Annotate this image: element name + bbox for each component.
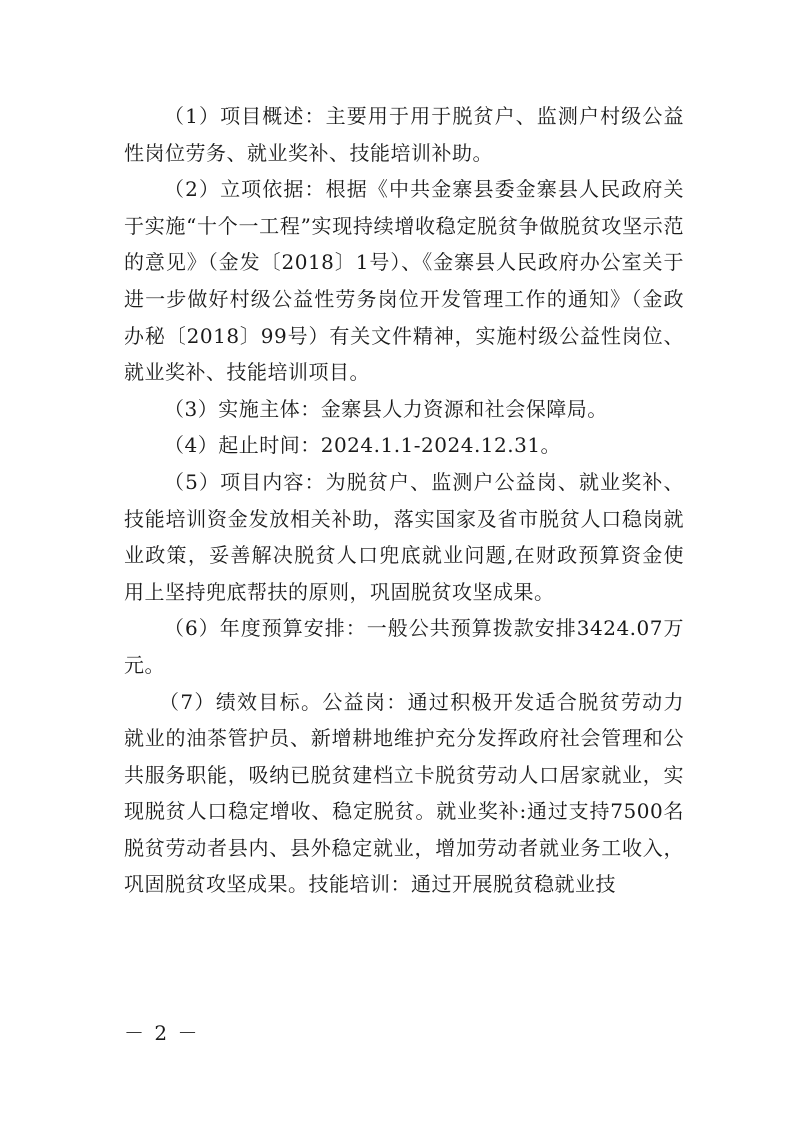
page-number: － 2 －	[124, 1021, 200, 1045]
paragraph-project-overview: （1）项目概述：主要用于用于脱贫户、监测户村级公益性岗位劳务、就业奖补、技能培训补助。	[124, 104, 684, 165]
paragraph-annual-budget: （6）年度预算安排：一般公共预算拨款安排3424.07万元。	[124, 616, 684, 677]
paragraph-project-basis: （2）立项依据：根据《中共金寨县委金寨县人民政府关于实施“十个一工程”实现持续增收稳定脱贫争做脱贫攻坚示范的意见》（金发〔2018〕1号）、《金寨县人民政府办公室关于进一步做好村级公益性劳务岗位开发管理工作的通知》（金政办秘〔2018〕99号）有关文件精神，实施村级公益性岗位、就业奖补、技能培训项目。	[124, 177, 684, 385]
paragraph-time-period: （4）起止时间：2024.1.1-2024.12.31。	[164, 433, 562, 458]
paragraph-performance-goals: （7）绩效目标。公益岗：通过积极开发适合脱贫劳动力就业的油茶管护员、新增耕地维护充分发挥政府社会管理和公共服务职能，吸纳已脱贫建档立卡脱贫劳动人口居家就业，实现脱贫人口稳定增收、稳定脱贫。就业奖补:通过支持7500名脱贫劳动者县内、县外稳定就业，增加劳动者就业务工收入，巩固脱贫攻坚成果。技能培训：通过开展脱贫稳就业技	[124, 689, 684, 897]
paragraph-project-content: （5）项目内容：为脱贫户、监测户公益岗、就业奖补、技能培训资金发放相关补助，落实国家及省市脱贫人口稳岗就业政策，妥善解决脱贫人口兜底就业问题,在财政预算资金使用上坚持兜底帮扶的原则，巩固脱贫攻坚成果。	[124, 469, 684, 604]
paragraph-implementing-body: （3）实施主体：金寨县人力资源和社会保障局。	[164, 396, 608, 421]
document-body	[124, 98, 684, 903]
